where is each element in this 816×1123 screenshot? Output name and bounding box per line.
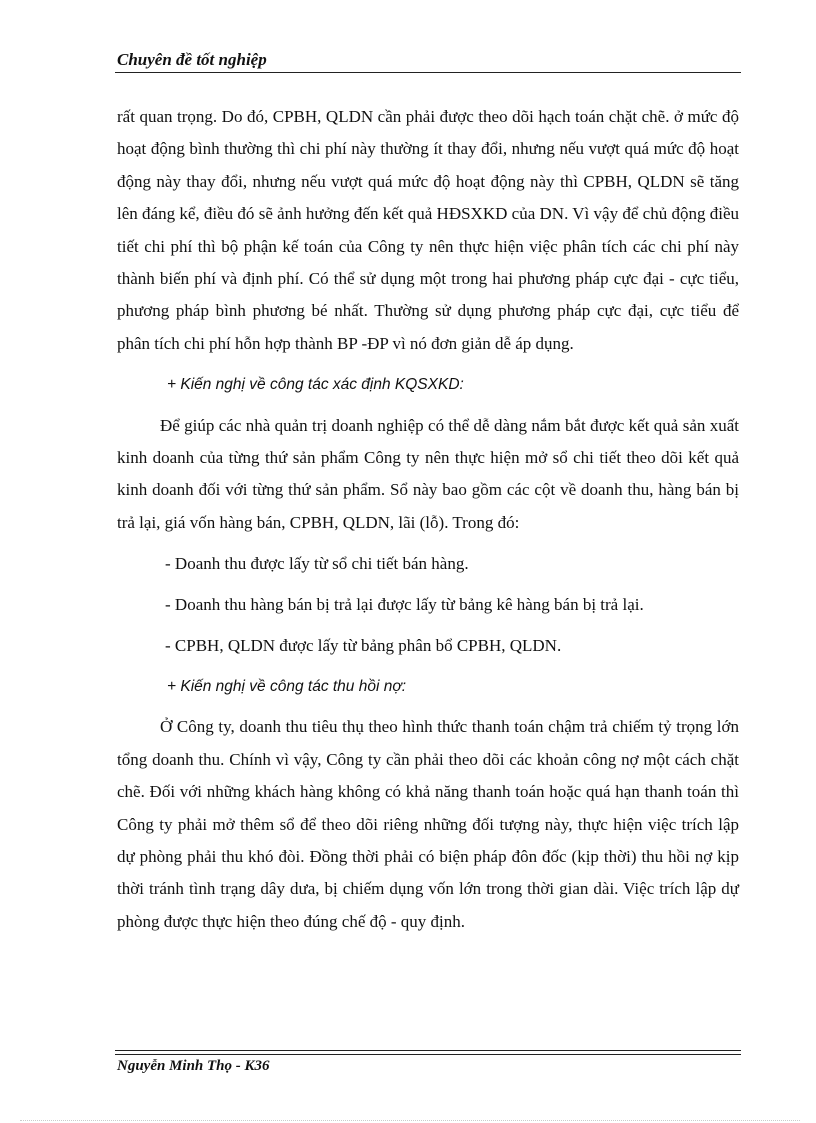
footer-author: Nguyễn Minh Thọ - K36 xyxy=(117,1058,270,1074)
page-edge xyxy=(20,1120,800,1121)
section-heading-thu-hoi-no: + Kiến nghị về công tác thu hồi nợ: xyxy=(167,677,407,695)
bullet-item: - Doanh thu được lấy từ sổ chi tiết bán hàng. xyxy=(165,553,469,573)
footer-divider xyxy=(115,1054,741,1055)
document-body xyxy=(117,101,739,947)
paragraph-thu-hoi-no: Ở Công ty, doanh thu tiêu thụ theo hình thức thanh toán chậm trả chiếm tỷ trọng lớn tổng doanh thu. Chính vì vậy, Công ty cần phải theo dõi các khoản công nợ một cách chặt chẽ. Đối với những khách hàng không có khả năng thanh toán hoặc quá hạn thanh toán thì Công ty phải mở thêm sổ để theo dõi riêng những đối tượng này, thực hiện việc trích lập dự phòng phải thu khó đòi. Đồng thời phải có biện pháp đôn đốc (kịp thời) thu hồi nợ kịp thời tránh tình trạng dây dưa, bị chiếm dụng vốn lớn trong thời gian dài. Việc trích lập dự phòng được thực hiện theo đúng chế độ - quy định. xyxy=(117,717,739,931)
bullet-item: - CPBH, QLDN được lấy từ bảng phân bổ CPBH, QLDN. xyxy=(165,635,562,655)
section-heading-kqsxkd: + Kiến nghị về công tác xác định KQSXKD: xyxy=(167,375,464,393)
footer-divider xyxy=(115,1050,741,1051)
header-title: Chuyên đề tốt nghiệp xyxy=(117,50,267,69)
paragraph-continuation: rất quan trọng. Do đó, CPBH, QLDN cần phải được theo dõi hạch toán chặt chẽ. ở mức độ hoạt động bình thường thì chi phí này thường ít thay đổi, nhưng nếu vượt quá mức độ hoạt động này thay đổi, nhưng nếu vượt quá mức độ hoạt động này thì CPBH, QLDN sẽ tăng lên đáng kể, điều đó sẽ ảnh hưởng đến kết quả HĐSXKD của DN. Vì vậy để chủ động điều tiết chi phí thì bộ phận kế toán của Công ty nên thực hiện việc phân tích các chi phí này thành biến phí và định phí. Có thể sử dụng một trong hai phương pháp cực đại - cực tiểu, phương pháp bình phương bé nhất. Thường sử dụng phương pháp cực đại, cực tiểu để phân tích chi phí hỗn hợp thành BP -ĐP vì nó đơn giản dễ áp dụng. xyxy=(117,107,739,353)
bullet-item: - Doanh thu hàng bán bị trả lại được lấy từ bảng kê hàng bán bị trả lại. xyxy=(165,594,644,614)
header-divider xyxy=(115,72,741,73)
paragraph-kqsxkd: Để giúp các nhà quản trị doanh nghiệp có thể dễ dàng nắm bắt được kết quả sản xuất kinh doanh của từng thứ sản phẩm Công ty nên thực hiện mở sổ chi tiết theo dõi kết quả kinh doanh đối với từng thứ sản phẩm. Sổ này bao gồm các cột về doanh thu, hàng bán bị trả lại, giá vốn hàng bán, CPBH, QLDN, lãi (lỗ). Trong đó: xyxy=(117,415,739,532)
